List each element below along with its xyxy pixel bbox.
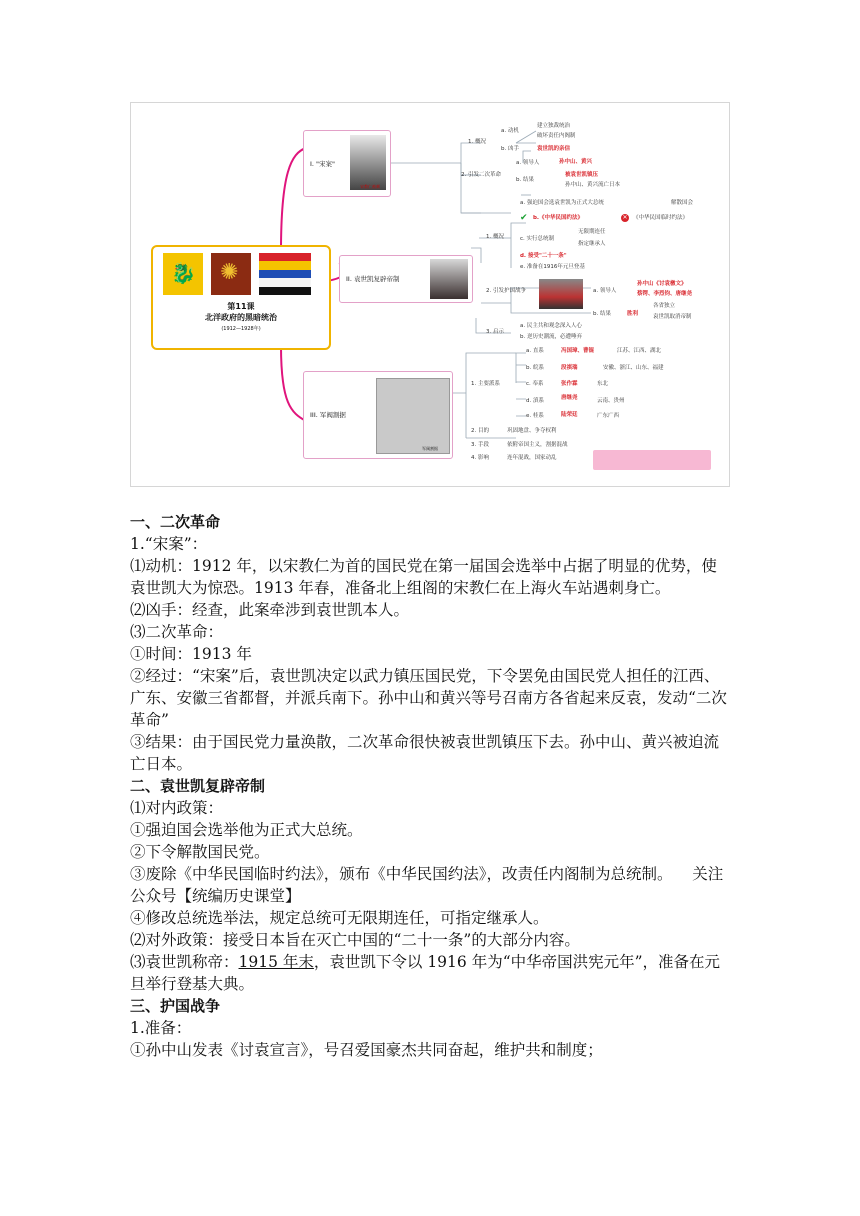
branch-song-case: I. "宋案" 宋教仁被刺	[303, 130, 391, 197]
dragon-icon: 🐉	[171, 261, 196, 285]
section-2-title: 二、袁世凯复辟帝制	[130, 777, 266, 795]
war-photo	[539, 279, 583, 309]
paragraph: ③结果：由于国民党力量涣散，二次革命很快被袁世凯镇压下去。孙中山、黄兴被迫流亡日本。	[130, 733, 720, 773]
paragraph: ⑴对内政策：	[130, 799, 224, 817]
paragraph: ⑴动机：1912 年，以宋教仁为首的国民党在第一届国会选举中占据了明显的优势，使袁世凯大为惊恐。1913 年春，准备北上组阁的宋教仁在上海火车站遇刺身亡。	[130, 557, 717, 597]
paragraph: ⑵凶手：经查，此案牵涉到袁世凯本人。	[130, 601, 410, 619]
sun-icon: ✺	[220, 260, 239, 285]
cross-icon: ✕	[622, 214, 628, 221]
paragraph: ⑵对外政策：接受日本旨在灭亡中国的“二十一条”的大部分内容。	[130, 931, 580, 949]
paragraph: ⑶袁世凯称帝：1915 年末，袁世凯下令以 1916 年为“中华帝国洪宪元年”，准备在元旦举行登基大典。	[130, 953, 721, 993]
paragraph: ②经过：“宋案”后，袁世凯决定以武力镇压国民党，下令罢免由国民党人担任的江西、广东、安徽三省都督，并派兵南下。孙中山和黄兴等号召南方各省起来反袁，发动“二次革命”	[130, 667, 727, 729]
underlined-date: 1915 年末	[238, 953, 314, 971]
yuan-photo	[430, 259, 468, 299]
paragraph: ①强迫国会选举他为正式大总统。	[130, 821, 363, 839]
flag-2	[211, 253, 251, 295]
center-card	[151, 245, 331, 350]
branch-warlords: III. 军阀割据 军阀割据	[303, 371, 453, 459]
paragraph: ①孙中山发表《讨袁宣言》，号召爱国豪杰共同奋起，维护共和制度；	[130, 1041, 603, 1059]
warlord-map	[376, 378, 450, 454]
paragraph: ⑶二次革命：	[130, 623, 224, 641]
song-photo-caption: 宋教仁被刺	[360, 184, 380, 189]
flag-1	[163, 253, 203, 295]
section-1-title: 一、二次革命	[130, 513, 221, 531]
paragraph: 1.“宋案”：	[130, 535, 208, 553]
song-photo	[350, 135, 386, 190]
flag-3	[259, 253, 311, 295]
pink-highlight	[593, 450, 711, 470]
check-icon: ✔	[520, 213, 528, 223]
branch-yuan-monarchy: II. 袁世凯复辟帝制	[339, 255, 473, 303]
lesson-years: (1912—1928年)	[221, 326, 261, 332]
paragraph: ①时间：1913 年	[130, 645, 252, 663]
paragraph: 1.准备：	[130, 1019, 192, 1037]
lesson-subtitle: 北洋政府的黑暗统治	[205, 313, 277, 322]
wechat-ad: 关注公众号【统编历史课堂】	[130, 865, 724, 905]
document-body	[130, 511, 730, 1061]
section-3-title: 三、护国战争	[130, 997, 221, 1015]
mindmap-image: 🐉 ✺ 第11课 北洋政府的黑暗统治 (1912—1928年) I. "宋案" 宋教仁被刺 1. 概况 a. 动机 建立独裁统治 破坏责任内阁制 b. 凶手 袁世凯的亲信 2. 引发二次革命 a. 领导人 孙中山、黄兴 b. 结果 被袁世凯镇压 孙中山、黄兴流亡日本 II. 袁世凯复辟帝制 1. 概况 a. 强迫国会选袁世凯为正式大总统 解散国会 ✔ b.《中华民国约法》 ✕ 《中华民国临时约法》 c. 实行总统制 无限期连任 指定继承人 d. 接受"二十一条" e. 准备在1916年元旦登基 2. 引发护国战争 a. 领导人 孙中山《讨袁檄文》 蔡锷、李烈钧、唐继尧 b. 结果 胜利 各省独立 袁世凯取消帝制 3. 启示 a. 民主共和观念深入人心 b. 逆历史潮流，必遭唾弃 III. 军阀割据 军阀割据 1. 主要派系 a. 直系 冯国璋、曹锟 江苏、江西、湖北 b. 皖系 段祺瑞 安徽、浙江、山东、福建 c. 奉系 张作霖 东北 d. 滇系 唐继尧 云南、贵州 e. 桂系 陆荣廷 广东广西 2. 目的 巩固地盘、争夺权利 3. 手段 依附帝国主义，割据混战 4. 影响 连年混战，国家动乱	[130, 102, 730, 487]
paragraph: ③废除《中华民国临时约法》，颁布《中华民国约法》，改责任内阁制为总统制。 关注公众号【统编历史课堂】	[130, 865, 724, 905]
paragraph: ②下令解散国民党。	[130, 843, 270, 861]
lesson-title: 第11课	[227, 302, 255, 311]
paragraph: ④修改总统选举法，规定总统可无限期连任，可指定继承人。	[130, 909, 549, 927]
